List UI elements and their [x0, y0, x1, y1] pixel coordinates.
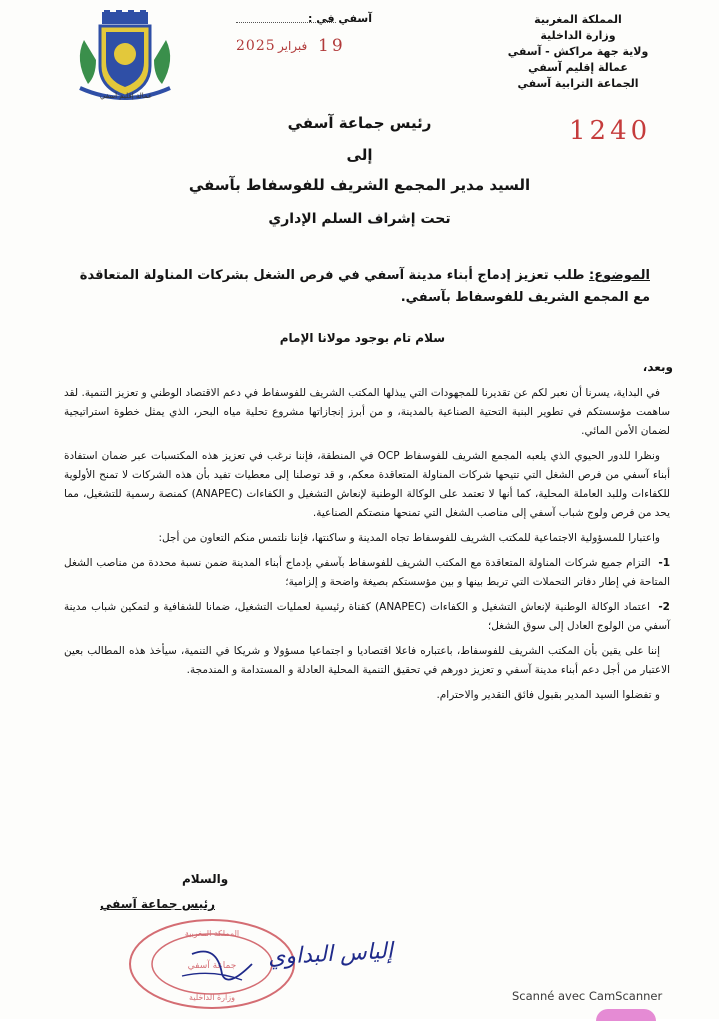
camscanner-corner-badge	[596, 1009, 656, 1021]
svg-text:جماعة آسفي: جماعة آسفي	[187, 961, 237, 971]
date-year: 2025	[236, 38, 276, 54]
request-item	[64, 554, 670, 592]
request-item-number: 2-	[658, 601, 670, 613]
request-item	[64, 598, 670, 636]
recipient: السيد مدير المجمع الشريف للفوسفاط بآسفي	[188, 176, 531, 194]
svg-text:المملكة المغربية: المملكة المغربية	[184, 929, 240, 938]
date-day: 19	[318, 36, 346, 56]
signature-name: إلياس البداوي	[267, 938, 394, 971]
body-paragraph: واعتبارا للمسؤولية الاجتماعية للمكتب الشريف للفوسفاط تجاه المدينة و ساكنتها، فإننا نلتمس منكم التعاون من أجل:	[158, 532, 660, 544]
camscanner-watermark: Scanné avec CamScanner	[512, 989, 663, 1003]
sender-title: رئيس جماعة آسفي	[287, 114, 432, 132]
header-line: وزارة الداخلية	[540, 29, 616, 42]
date-month: فبراير	[278, 39, 308, 53]
subject-text: طلب تعزيز إدماج أبناء مدينة آسفي في فرص الشغل بشركات المناولة المتعاقدة مع المجمع الشريف للفوسفاط بآسفي.	[79, 268, 650, 305]
closing-salutation: والسلام	[182, 872, 229, 886]
logo-caption: عمالة إقليم آسفي	[99, 92, 153, 100]
header-line: ولاية جهة مراكش - آسفي	[507, 45, 649, 58]
date-label: آسفي في :	[308, 12, 373, 25]
to-word: إلى	[346, 146, 373, 164]
request-item-text: التزام جميع شركات المناولة المتعاقدة مع المكتب الشريف للفوسفاط بآسفي بإدماج أبناء المدينة ضمن نسبة محددة من مناصب الشغل المتاحة في إطار دفاتر التحملات التي تربط بينها و بين مؤسستكم بصيغة واضحة و إلزامية؛	[64, 557, 670, 588]
official-header	[483, 12, 673, 92]
header-line: الجماعة الترابية آسفي	[517, 77, 639, 90]
closing-paragraph: إننا على يقين بأن المكتب الشريف للفوسفاط، باعتباره فاعلا اقتصاديا و اجتماعيا مسؤولا و شريكا في التنمية، سيأخذ هذه المطالب بعين الاعتبار من أجل دعم أبناء مدينة آسفي و تعزيز دورهم في تحقيق التنمية المحلية العادلة و المستدامة و المندمجة.	[64, 645, 670, 676]
administrative-channel: تحت إشراف السلم الإداري	[268, 211, 451, 227]
closing-paragraph: و تفضلوا السيد المدير بقبول فائق التقدير والاحترام.	[436, 689, 660, 701]
header-line: عمالة إقليم آسفي	[528, 61, 628, 74]
body-paragraph: ونظرا للدور الحيوي الذي يلعبه المجمع الشريف للفوسفاط OCP في المنطقة، فإننا نرغب في تعزيز هذه المكتسبات عبر ضمان استفادة أبناء آسفي من فرص الشغل التي تتيحها شركات المناولة المتعاقدة معكم، و قد توصلنا إلى معطيات تفيد بأن هذه الشركات لا تمنح الأولوية للكفاءات وللبد العاملة المحلية، كما أنها لا تعتمد على الوكالة الوطنية لإنعاش التشغيل و الكفاءات (ANAPEC) كمنصة رسمية للتشغيل، مما يحد من فرص ولوج شباب آسفي إلى مناصب الشغل التي تمنحها منصتكم الصناعية.	[64, 450, 670, 519]
svg-text:وزارة الداخلية: وزارة الداخلية	[189, 993, 235, 1002]
request-item-number: 1-	[658, 557, 670, 569]
body-paragraph: في البداية، يسرنا أن نعبر لكم عن تقديرنا للمجهودات التي يبذلها المكتب الشريف للفوسفاط في دعم الاقتصاد الوطني و تعزيز التنمية. لقد ساهمت مؤسستكم في تطوير البنية التحتية الصناعية بالمدينة، و من أبرز إنجازاتها مشروع تحلية مياه البحر، الذي يمثل خطوة استراتيجية لضمان الأمن المائي.	[64, 387, 670, 437]
request-item-text: اعتماد الوكالة الوطنية لإنعاش التشغيل و الكفاءات (ANAPEC) كقناة رئيسية لعمليات التشغيل، ضمانا للشفافية و لتمكين شباب مدينة آسفي من الولوج العادل إلى سوق الشغل؛	[64, 601, 670, 632]
greeting: سلام تام بوجود مولانا الإمام	[279, 331, 445, 345]
header-line: المملكة المغربية	[534, 13, 622, 26]
date-dotted-line	[236, 22, 336, 23]
after-greeting: وبعد،	[642, 360, 673, 374]
reference-number: 1240	[569, 116, 652, 146]
letter-body	[64, 384, 670, 711]
subject	[70, 265, 650, 309]
signatory-title: رئيس جماعة آسفي	[100, 897, 215, 911]
subject-label: الموضوع:	[589, 268, 650, 283]
